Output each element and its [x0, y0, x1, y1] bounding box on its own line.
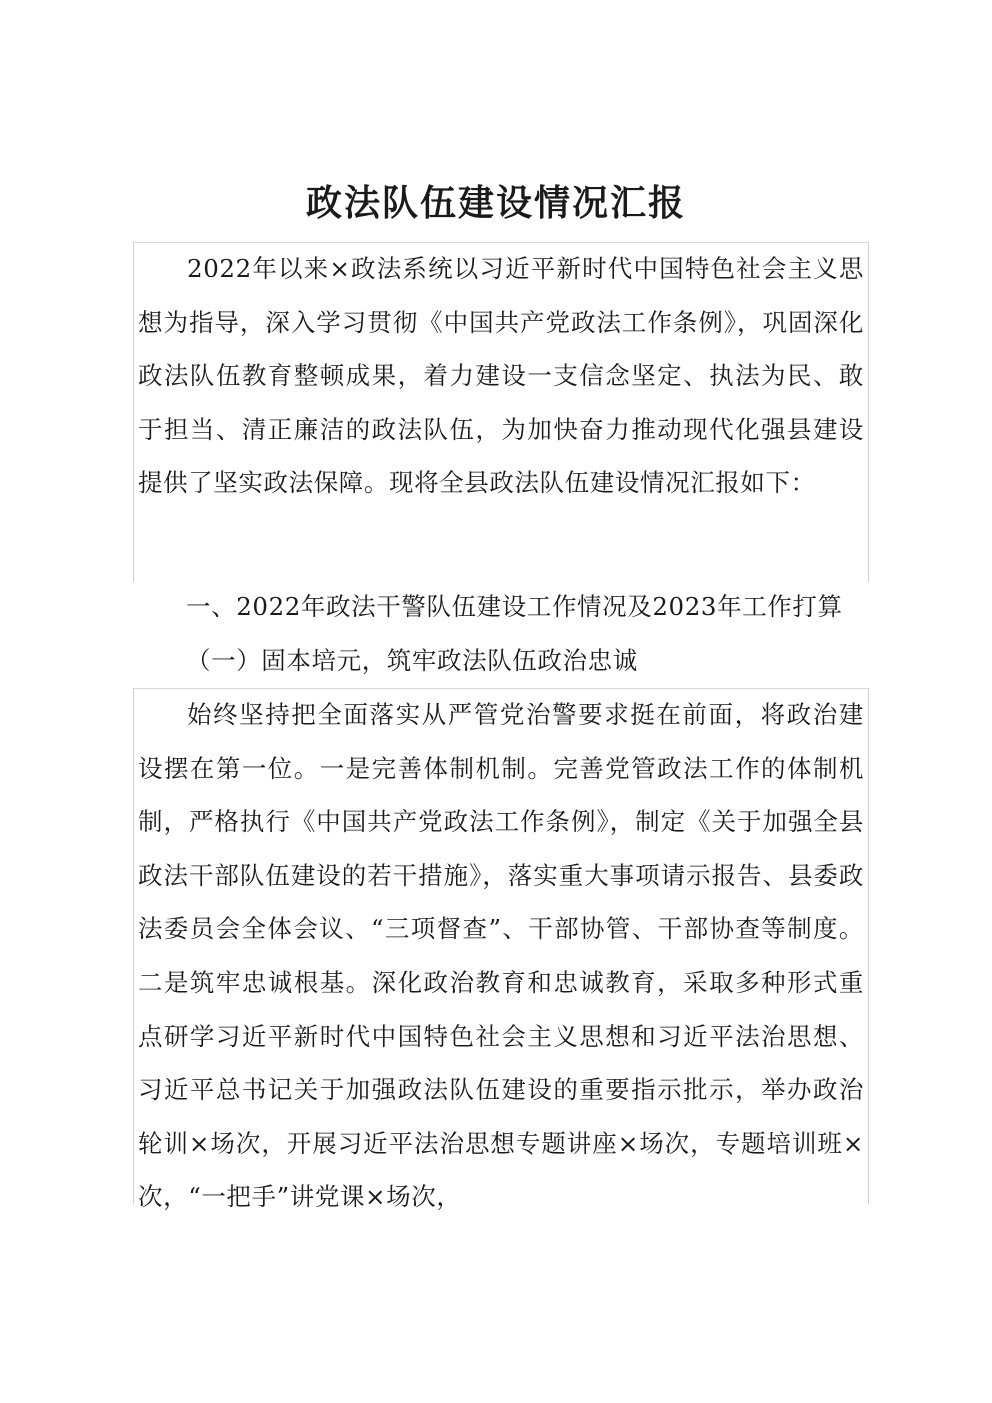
block-top-rule: [134, 242, 868, 243]
section-heading: 一、2022年政法干警队伍建设工作情况及2023年工作打算: [186, 592, 843, 621]
subsection-heading-block: [133, 634, 869, 688]
intro-paragraph: 2022年以来×政法系统以习近平新时代中国特色社会主义思想为指导，深入学习贯彻《中国共产党政法工作条例》，巩固深化政法队伍教育整顿成果，着力建设一支信念坚定、执法为民、敢于担当、清正廉洁的政法队伍，为加快奋力推动现代化强县建设提供了坚实政法保障。现将全县政法队伍建设情况汇报如下：: [138, 254, 864, 498]
section-heading-block: [133, 580, 869, 634]
block-top-rule: [134, 688, 868, 689]
intro-block: [133, 242, 869, 582]
subsection-body-paragraph: 始终坚持把全面落实从严管党治警要求挺在前面，将政治建设摆在第一位。一是完善体制机制。完善党管政法工作的体制机制，严格执行《中国共产党政法工作条例》，制定《关于加强全县政法干部队伍建设的若干措施》，落实重大事项请示报告、县委政法委员会全体会议、“三项督查”、干部协管、干部协查等制度。二是筑牢忠诚根基。深化政治教育和忠诚教育，采取多种形式重点研学习近平新时代中国特色社会主义思想和习近平法治思想、习近平总书记关于加强政法队伍建设的重要指示批示，举办政治轮训×场次，开展习近平法治思想专题讲座×场次，专题培训班×次，“一把手”讲党课×场次，: [138, 700, 864, 1212]
subsection-heading: （一）固本培元，筑牢政法队伍政治忠诚: [186, 646, 638, 675]
subsection-body-block: [133, 688, 869, 1212]
document-title: 政法队伍建设情况汇报: [305, 182, 686, 224]
